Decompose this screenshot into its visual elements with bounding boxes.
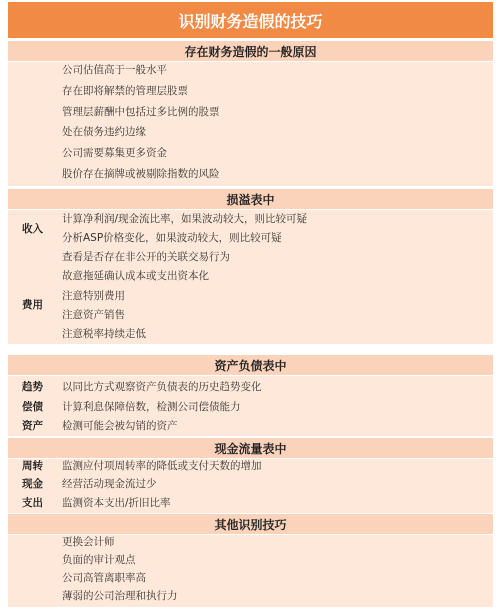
list-item: 注意资产销售 bbox=[62, 309, 125, 321]
row-label-turnover: 周转 bbox=[22, 460, 43, 472]
list-item: 查看是否存在非公开的关联交易行为 bbox=[62, 251, 230, 263]
section-header-income-statement: 损溢表中 bbox=[8, 188, 493, 209]
row-label-cash: 现金 bbox=[22, 478, 43, 490]
list-item: 负面的审计观点 bbox=[62, 554, 136, 566]
list-item: 公司需要募集更多资金 bbox=[62, 147, 167, 159]
section-header-other-techniques: 其他识别技巧 bbox=[8, 513, 493, 534]
list-item: 计算净利润/现金流比率，如果波动较大，则比较可疑 bbox=[62, 213, 308, 225]
row-label-capex: 支出 bbox=[22, 497, 43, 509]
list-item: 监测应付项周转率的降低或支付天数的增加 bbox=[62, 460, 262, 472]
section-header-general-causes: 存在财务造假的一般原因 bbox=[8, 40, 493, 61]
list-item: 分析ASP价格变化，如果波动较大，则比较可疑 bbox=[62, 232, 282, 244]
section-header-balance-sheet: 资产负债表中 bbox=[8, 354, 493, 375]
list-item: 计算利息保障倍数，检测公司偿债能力 bbox=[62, 401, 241, 413]
row-label-revenue: 收入 bbox=[22, 223, 43, 235]
list-item: 处在债务违约边缘 bbox=[62, 126, 146, 138]
list-item: 存在即将解禁的管理层股票 bbox=[62, 85, 188, 97]
list-item: 股价存在摘牌或被剔除指数的风险 bbox=[62, 168, 220, 180]
page-title: 识别财务造假的技巧 bbox=[8, 2, 493, 38]
row-label-trend: 趋势 bbox=[22, 381, 43, 393]
list-item: 以同比方式观察资产负债表的历史趋势变化 bbox=[62, 381, 262, 393]
row-label-solvency: 偿债 bbox=[22, 401, 43, 413]
section-header-cash-flow: 现金流量表中 bbox=[8, 437, 493, 458]
row-label-expense: 费用 bbox=[22, 299, 43, 311]
list-item: 注意特别费用 bbox=[62, 290, 125, 302]
list-item: 公司估值高于一般水平 bbox=[62, 64, 167, 76]
list-item: 注意税率持续走低 bbox=[62, 328, 146, 340]
list-item: 经营活动现金流过少 bbox=[62, 478, 157, 490]
list-item: 故意拖延确认成本或支出资本化 bbox=[62, 270, 209, 282]
list-item: 更换会计师 bbox=[62, 536, 115, 548]
list-item: 监测资本支出/折旧比率 bbox=[62, 497, 171, 509]
list-item: 检测可能会被勾销的资产 bbox=[62, 420, 178, 432]
list-item: 管理层薪酬中包括过多比例的股票 bbox=[62, 106, 220, 118]
list-item: 公司高管离职率高 bbox=[62, 572, 146, 584]
list-item: 薄弱的公司治理和执行力 bbox=[62, 590, 178, 602]
row-label-assets: 资产 bbox=[22, 420, 43, 432]
